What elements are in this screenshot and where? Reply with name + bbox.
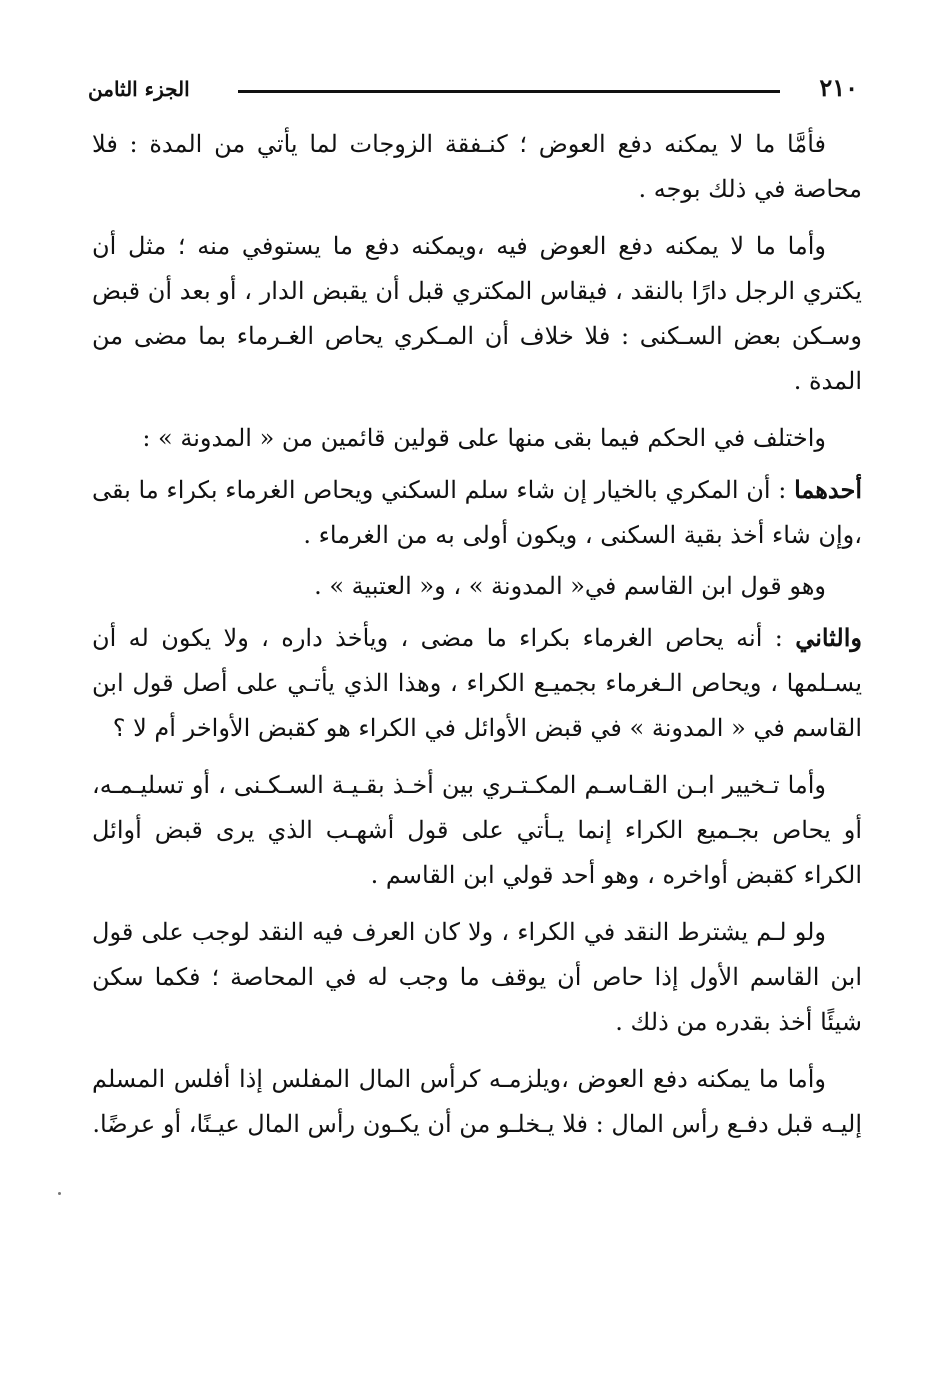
paragraph xyxy=(92,1057,862,1147)
paragraph-text: ولو لـم يشترط النقد في الكراء ، ولا كان العرف فيه النقد لوجب على قول ابن القاسم الأول إذا حاص أن يوقف ما وجب له في المحاصة ؛ فكما سكن شيئًا أخذ بقدره من ذلك . xyxy=(92,918,862,1036)
paragraph-text: : أنه يحاص الغرماء بكراء ما مضى ، ويأخذ داره ، ولا يكون له أن يسـلمها ، ويحاص الـغرماء بجميـع الكراء ، وهذا الذي يأتـي على أصل قول ابن القاسم في « المدونة » في قبض الأوائل في الكراء هو كقبض الأواخر أم لا ؟ xyxy=(92,624,862,742)
paragraph xyxy=(92,564,862,609)
paragraph-text: وأما ما يمكنه دفع العوض ،ويلزمـه كرأس المال المفلس إذا أفلس المسلم إليـه قبل دفـع رأس المال : فلا يـخلـو من أن يكـون رأس المال عيـنًا، أو عرضًا. xyxy=(92,1065,862,1138)
header-rule xyxy=(238,90,780,93)
paragraph xyxy=(92,467,862,558)
paragraph-text: وهو قول ابن القاسم في« المدونة » ، و« العتبية » . xyxy=(314,572,826,600)
paragraph-text: وأما تـخيير ابـن القـاسـم المكـتـري بين أخـذ بقـيـة السـكـنى ، أو تسليـمـه، أو يحاص بجـميع الكراء إنما يـأتي على قول أشهـب الذي يرى قبض أوائل الكراء كقبض أواخره ، وهو أحد قولي ابن القاسم . xyxy=(92,771,862,889)
paragraph-text: وأما ما لا يمكنه دفع العوض فيه ،ويمكنه دفع ما يستوفي منه ؛ مثل أن يكتري الرجل دارًا بالنقد ، فيقاس المكتري قبل أن يقبض الدار ، أو بعد أن قبض وسـكن بعض السـكنى : فلا خلاف أن المـكري يحاص الغـرماء بما مضى من المدة . xyxy=(92,232,862,395)
paragraph xyxy=(92,122,862,212)
scan-speck xyxy=(58,1192,61,1195)
page-number: ٢١٠ xyxy=(819,73,858,102)
paragraph-lead: والثاني xyxy=(795,623,862,652)
part-title: الجزء الثامن xyxy=(88,77,190,101)
paragraph-text: فأمَّا ما لا يمكنه دفع العوض ؛ كنـفقة الزوجات لما يأتي من المدة : فلا محاصة في ذلك بوجه . xyxy=(92,130,862,203)
paragraph xyxy=(92,910,862,1045)
paragraph-text: : أن المكري بالخيار إن شاء سلم السكني ويحاص الغرماء بكراء ما بقى ،وإن شاء أخذ بقية السكنى ، ويكون أولى به من الغرماء . xyxy=(92,476,862,549)
paragraph xyxy=(92,615,862,751)
paragraph xyxy=(92,224,862,404)
paragraph-text: واختلف في الحكم فيما بقى منها على قولين قائمين من « المدونة » : xyxy=(142,424,826,452)
paragraph xyxy=(92,763,862,898)
page-header xyxy=(88,72,858,112)
paragraph-lead: أحدهما xyxy=(794,475,863,504)
paragraph xyxy=(92,416,862,461)
page-body xyxy=(92,122,862,1159)
